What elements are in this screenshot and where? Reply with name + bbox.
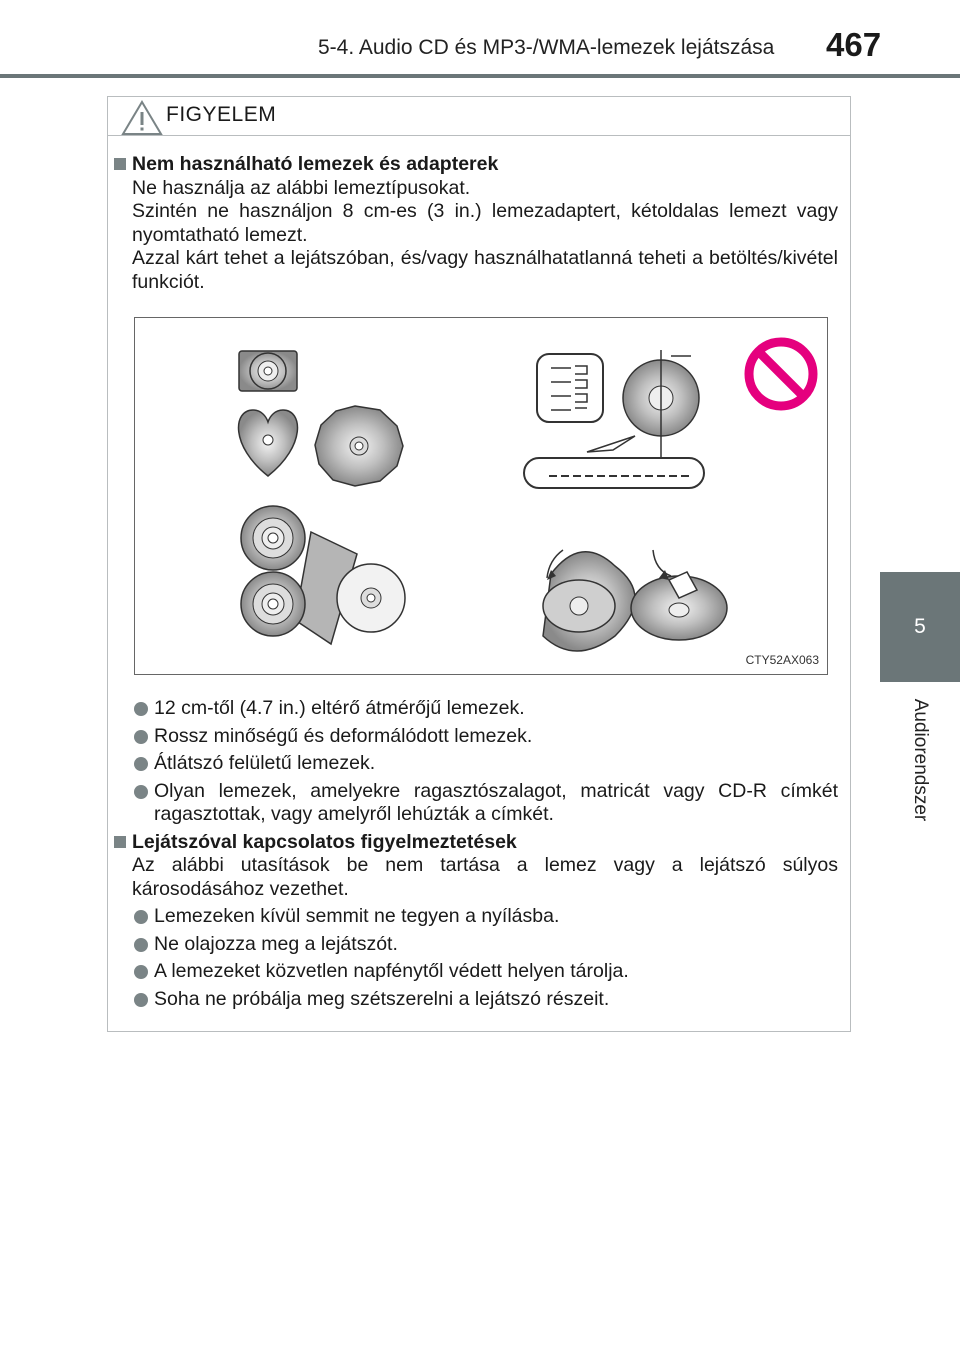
list-item: Soha ne próbálja meg szétszerelni a lejátszó részeit.: [132, 988, 838, 1012]
bullet-icon: [134, 785, 148, 799]
bullet-icon: [134, 965, 148, 979]
unusable-discs-figure: [134, 317, 828, 675]
bullet-icon: [134, 993, 148, 1007]
header-section-title: 5-4. Audio CD és MP3-/WMA-lemezek lejátszása: [318, 36, 775, 59]
list-item: 12 cm-től (4.7 in.) eltérő átmérőjű lemezek.: [132, 697, 838, 721]
list-item: Átlátszó felületű lemezek.: [132, 752, 838, 776]
section-unusable-bullets: [108, 697, 838, 827]
peeled-label-disc-icon: [543, 550, 635, 651]
warning-title: FIGYELEM: [166, 103, 277, 126]
warning-box: [107, 96, 851, 1032]
warning-triangle-icon: [120, 99, 164, 137]
page-number: 467: [826, 26, 882, 63]
warning-header: [108, 97, 850, 136]
paragraph: Szintén ne használjon 8 cm-es (3 in.) lemezadaptert, kétoldalas lemezt vagy nyomtatható lemezt.: [132, 200, 838, 246]
section-player-warnings: [108, 831, 838, 1012]
chapter-label: Audiorendszer: [910, 698, 931, 822]
section-heading: Lejátszóval kapcsolatos figyelmeztetések: [132, 830, 517, 853]
bullet-icon: [134, 702, 148, 716]
heart-disc-icon: [239, 410, 298, 476]
chapter-tab: 5: [880, 572, 960, 682]
list-item: Rossz minőségű és deformálódott lemezek.: [132, 725, 838, 749]
list-item: Olyan lemezek, amelyekre ragasztószalagot, matricát vagy CD-R címkét ragasztottak, vagy amelyről lehúzták a címkét.: [132, 780, 838, 827]
adapter-disc-icon: [241, 506, 405, 644]
paragraph: Az alábbi utasítások be nem tartása a lemez vagy a lejátszó súlyos károsodásához vezethet.: [132, 854, 838, 900]
prohibition-icon: [749, 342, 813, 406]
paragraph: Azzal kárt tehet a lejátszóban, és/vagy használhatatlanná teheti a betöltés/kivétel funkciót.: [132, 247, 838, 293]
section-unusable-discs: [108, 153, 838, 294]
list-item: A lemezeket közvetlen napfénytől védett helyen tárolja.: [132, 960, 838, 984]
paragraph: Ne használja az alábbi lemeztípusokat.: [132, 176, 471, 199]
list-item: Ne olajozza meg a lejátszót.: [132, 933, 838, 957]
discs-illustration: [135, 318, 829, 676]
figure-code: CTY52AX063: [745, 652, 819, 667]
warning-content: [108, 153, 850, 1011]
bullet-icon: [134, 910, 148, 924]
sticker-disc-icon: [631, 550, 727, 640]
section-marker: [114, 836, 126, 848]
bullet-icon: [134, 730, 148, 744]
bullet-icon: [134, 938, 148, 952]
label-disc-section-icon: [524, 350, 704, 488]
list-item: Lemezeken kívül semmit ne tegyen a nyílásba.: [132, 905, 838, 929]
bullet-icon: [134, 757, 148, 771]
octagon-disc-icon: [315, 406, 403, 486]
section-marker: [114, 158, 126, 170]
header-rule: [0, 74, 960, 78]
section-heading: Nem használható lemezek és adapterek: [132, 153, 499, 175]
square-disc-icon: [239, 351, 297, 391]
